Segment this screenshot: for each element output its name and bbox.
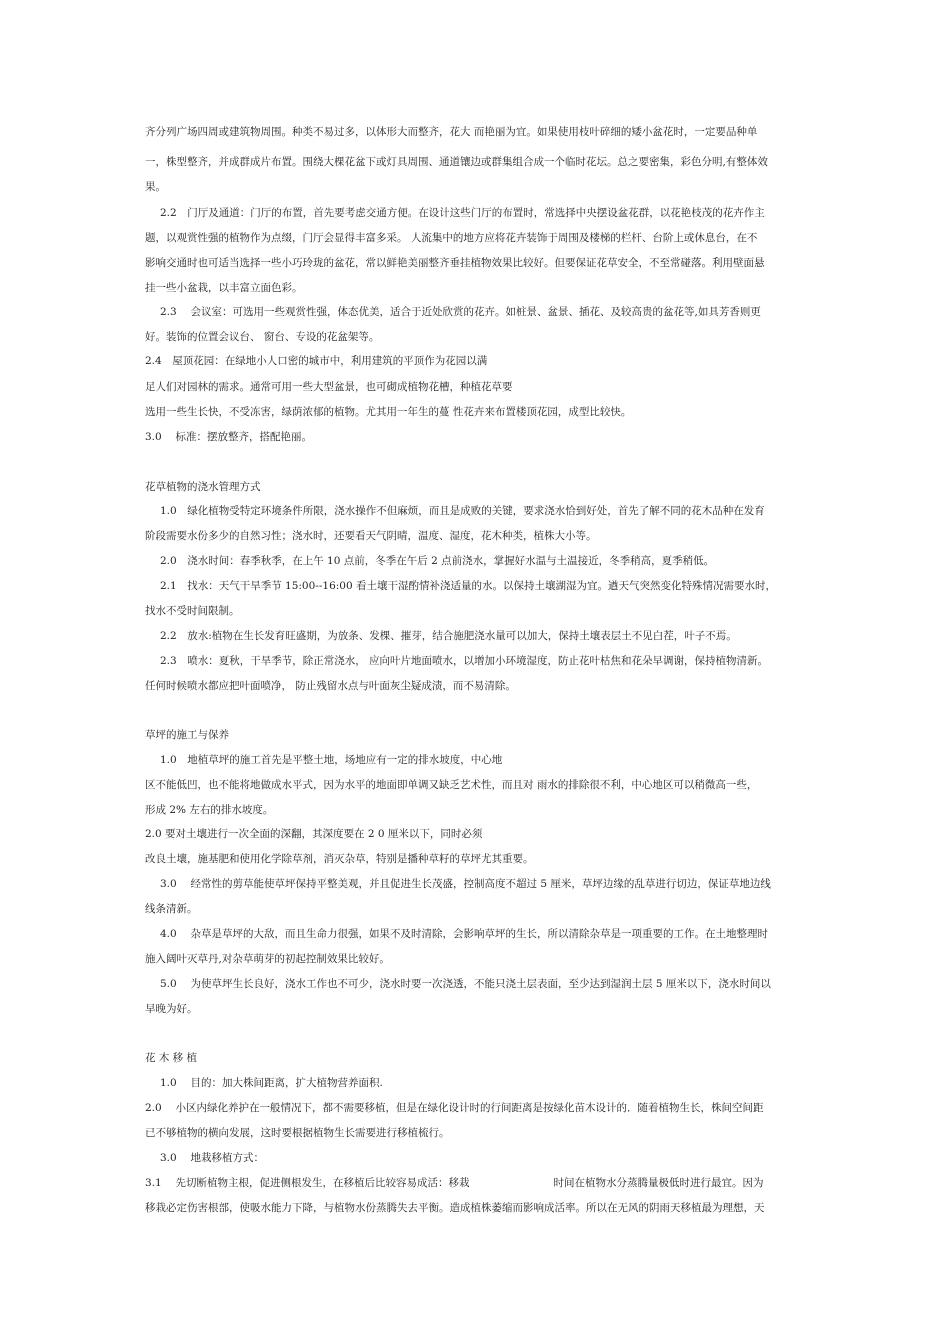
- text-line: 已不够植物的横向发展，这时要根据植物生长需要进行移植梳行。: [145, 1127, 450, 1139]
- text-line: 2.4 屋顶花园：在绿地小人口密的城市中，利用建筑的平顶作为花园以满: [145, 355, 488, 367]
- section-heading: 花 木 移 植: [145, 1052, 198, 1064]
- text-line: 早晚为好。: [145, 1003, 198, 1015]
- text-line: 找水不受时间限制。: [145, 605, 240, 617]
- text-line: 2.3 喷水：夏秋，干旱季节，除正常浇水， 应向叶片地面喷水，以增加小环境湿度，防止花叶枯焦和花朵早调谢，保持植物清新。: [160, 655, 769, 667]
- text-line: 1.0 绿化植物受特定环境条件所限，浇水操作不但麻烦，而且是成败的关键，要求浇水恰到好处，首先了解不同的花木品种在发育: [160, 505, 765, 517]
- section-heading: 草坪的施工与保养: [145, 729, 229, 741]
- text-line: 2.3 会议室：可选用一些观赏性强，体态优美，适合于近处欣赏的花卉。如桩景、盆景、插花、及较高贵的盆花等,如具芳香则更: [160, 306, 761, 318]
- text-line: 5.0 为使草坪生长良好，浇水工作也不可少，浇水时要一次浇透，不能只浇土层表面，至少达到湿润土层 5 厘米以下，浇水时间以: [160, 978, 771, 990]
- text-line: 3.0 标准：摆放整齐，搭配艳丽。: [145, 431, 313, 443]
- text-line: 2.0 浇水时间：春季秋季，在上午 10 点前，冬季在午后 2 点前浇水，掌握好水温与土温接近，冬季稍高，夏季稍低。: [160, 555, 715, 567]
- text-line: 2.0 小区内绿化养护在一般情况下，都不需要移植，但是在绿化设计时的行间距离是按绿化苗木设计的．随着植物生长，株间空间距: [145, 1102, 764, 1114]
- text-line: 果。: [145, 181, 166, 193]
- text-line: 改良土壤，施基肥和使用化学除草剂，消灭杂草，特别是播种草籽的草坪尤其重要。: [145, 853, 534, 865]
- text-line: 3.0 经常性的剪草能使草坪保持平整美观，并且促进生长茂盛，控制高度不超过 5 厘米，草坪边缘的乱草进行切边，保证草地边线: [160, 878, 771, 890]
- text-line: 区不能低凹，也不能将地做成水平式，因为水平的地面即单调又缺乏艺术性，而且对 雨水的排除很不利，中心地区可以稍微高一些，: [145, 779, 758, 791]
- text-line: 移栽必定伤害根部，使吸水能力下降，与植物水份蒸腾失去平衡。造成植株萎缩而影响成活率。所以在无风的阴雨天移植最为理想，天: [145, 1202, 765, 1214]
- text-line: 线条清新。: [145, 903, 198, 915]
- text-line: 一，株型整齐，并成群成片布置。围绕大棵花盆下或灯具周围、通道镶边或群集组合成一个临时花坛。总之要密集，彩色分明,有整体效: [145, 156, 768, 168]
- text-line: 3.1 先切断植物主根，促进侧根发生，在移植后比较容易成活：移栽 时间在植物水分蒸腾量极低时进行最宜。因为: [145, 1177, 764, 1189]
- text-line: 2.1 找水：天气干旱季节 15:00--16:00 看土壤干湿酌情补浇适量的水。以保持土壤湖湿为宜。遒天气突然变化特殊情况需要水时，: [160, 580, 776, 592]
- text-line: 选用一些生长快，不受冻害，绿荫浓郁的植物。尤其用一年生的蔓 性花卉来布置楼顶花园，成型比较快。: [145, 406, 632, 418]
- text-line: 影响交通时也可适当选择一些小巧玲珑的盆花，常以鲜艳美丽整齐垂挂植物效果比较好。但要保证花草安全，不至常碰落。利用壁面悬: [145, 257, 765, 269]
- text-line: 2.0 要对土壤进行一次全面的深翻，其深度要在 2 0 厘米以下，同时必须: [145, 828, 483, 840]
- text-line: 形成 2% 左右的排水坡度。: [145, 804, 274, 816]
- text-line: 2.2 门厅及通道：门厅的布置，首先要考虑交通方便。在设计这些门厅的布置时，常选择中央摆设盆花群，以花艳枝茂的花卉作主: [160, 207, 765, 219]
- text-line: 好。装饰的位置会议台、 窗台、专设的花盆架等。: [145, 331, 380, 343]
- text-line: 1.0 目的：加大株间距离，扩大植物营养面积.: [160, 1077, 383, 1089]
- text-line: 齐分列广场四周或建筑物周围。种类不易过多，以体形大而整齐，花大 而艳丽为宜。如果使用枝叶碎细的矮小盆花时，一定要品种单: [145, 126, 758, 138]
- text-line: 挂一些小盆栽，以丰富立面色彩。: [145, 282, 303, 294]
- text-line: 阶段需要水份多少的自然习性；浇水时，还要看天气阴晴，温度、湿度，花木种类，植株大小等。: [145, 530, 597, 542]
- text-line: 2.2 放水:植物在生长发育旺盛期，为放条、发棵、摧芽，结合施肥浇水量可以加大，保持土壤表层土不见白茬，叶子不焉。: [160, 630, 737, 642]
- text-line: 题，以观赏性强的植物作为点缀，门厅会显得丰富多采。 人流集中的地方应将花卉装饰于周围及楼梯的栏杆、台阶上或休息台，在不: [145, 232, 758, 244]
- text-line: 足人们对园林的需求。通常可用一些大型盆景，也可砌成植物花槽，种植花草要: [145, 381, 513, 393]
- text-line: 任何时候喷水都应把叶面喷净， 防止残留水点与叶面灰尘疑成渍，而不易清除。: [145, 680, 516, 692]
- text-line: 1.0 地植草坪的施工首先是平整土地，场地应有一定的排水坡度，中心地: [160, 754, 503, 766]
- text-line: 4.0 杂草是草坪的大敌，而且生命力很强，如果不及时清除，会影响草坪的生长，所以清除杂草是一项重要的工作。在土地整理时: [160, 928, 769, 940]
- text-line: 施入阔叶灭草丹,对杂草萌芽的初起控制效果比较好。: [145, 953, 390, 965]
- section-heading: 花草植物的浇水管理方式: [145, 481, 261, 493]
- text-line: 3.0 地栽移植方式：: [160, 1152, 265, 1164]
